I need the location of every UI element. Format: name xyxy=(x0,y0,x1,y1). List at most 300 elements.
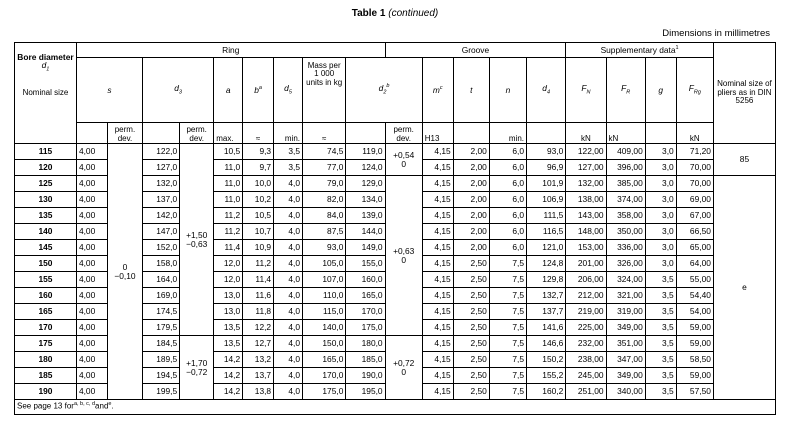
cell-mass: 175,0 xyxy=(303,384,346,400)
cell-g: 3,5 xyxy=(645,288,676,304)
cell-mass: 150,0 xyxy=(303,336,346,352)
n-symbol: n xyxy=(489,58,526,123)
cell-d4: 132,7 xyxy=(527,288,566,304)
cell-frg: 59,00 xyxy=(676,336,713,352)
a-max: max. xyxy=(214,123,243,144)
cell-d5: 3,5 xyxy=(274,160,303,176)
cell-fn: 132,00 xyxy=(566,176,606,192)
cell-s: 4,00 xyxy=(76,304,107,320)
d2-symbol: $d_2^b$ xyxy=(346,58,422,123)
cell-d5: 4,0 xyxy=(274,272,303,288)
cell-m: 4,15 xyxy=(422,384,453,400)
cell-b: 9,7 xyxy=(243,160,274,176)
cell-a: 11,2 xyxy=(214,208,243,224)
cell-d1: 155 xyxy=(15,272,77,288)
cell-s: 4,00 xyxy=(76,352,107,368)
cell-a: 11,2 xyxy=(214,224,243,240)
d3-deviation: +1,70 −0,72 xyxy=(180,336,214,400)
cell-n: 7,5 xyxy=(489,320,526,336)
cell-n: 7,5 xyxy=(489,384,526,400)
fn-symbol: $F_N$ xyxy=(566,58,606,123)
mass-header: Mass per 1 000 units in kg xyxy=(303,58,346,123)
cell-b: 13,8 xyxy=(243,384,274,400)
cell-d4: 141,6 xyxy=(527,320,566,336)
cell-mass: 140,0 xyxy=(303,320,346,336)
cell-d2: 160,0 xyxy=(346,272,385,288)
cell-b: 11,6 xyxy=(243,288,274,304)
cell-fn: 251,00 xyxy=(566,384,606,400)
cell-d5: 4,0 xyxy=(274,224,303,240)
cell-m: 4,15 xyxy=(422,352,453,368)
fn-unit: kN xyxy=(566,123,606,144)
cell-n: 7,5 xyxy=(489,272,526,288)
cell-mass: 79,0 xyxy=(303,176,346,192)
cell-t: 2,00 xyxy=(453,144,489,160)
footnote-row xyxy=(15,400,776,415)
cell-mass: 77,0 xyxy=(303,160,346,176)
cell-frg: 54,40 xyxy=(676,288,713,304)
cell-s: 4,00 xyxy=(76,384,107,400)
cell-b: 11,2 xyxy=(243,256,274,272)
fr-unit: kN xyxy=(606,123,645,144)
cell-b: 9,3 xyxy=(243,144,274,160)
units-row xyxy=(15,123,776,144)
cell-d1: 185 xyxy=(15,368,77,384)
cell-fn: 206,00 xyxy=(566,272,606,288)
cell-n: 7,5 xyxy=(489,256,526,272)
cell-frg: 58,50 xyxy=(676,352,713,368)
cell-d4: 116,5 xyxy=(527,224,566,240)
cell-a: 14,2 xyxy=(214,368,243,384)
cell-d4: 137,7 xyxy=(527,304,566,320)
cell-g: 3,5 xyxy=(645,304,676,320)
dimensions-table xyxy=(14,42,776,415)
cell-fn: 238,00 xyxy=(566,352,606,368)
cell-fr: 319,00 xyxy=(606,304,645,320)
cell-g: 3,5 xyxy=(645,352,676,368)
cell-mass: 87,5 xyxy=(303,224,346,240)
cell-g: 3,0 xyxy=(645,176,676,192)
cell-d3: 137,0 xyxy=(143,192,180,208)
cell-d5: 4,0 xyxy=(274,336,303,352)
g-symbol: g xyxy=(645,58,676,123)
cell-fn: 148,00 xyxy=(566,224,606,240)
cell-d4: 155,2 xyxy=(527,368,566,384)
cell-m: 4,15 xyxy=(422,240,453,256)
cell-fn: 212,00 xyxy=(566,288,606,304)
cell-m: 4,15 xyxy=(422,368,453,384)
cell-t: 2,50 xyxy=(453,320,489,336)
b-symbol: $b^a$ xyxy=(243,58,274,123)
d2-deviation: +0,54 0 xyxy=(385,144,422,176)
cell-frg: 57,50 xyxy=(676,384,713,400)
fr-symbol: $F_R$ xyxy=(606,58,645,123)
cell-d1: 145 xyxy=(15,240,77,256)
cell-d2: 144,0 xyxy=(346,224,385,240)
d3-deviation: +1,50 −0,63 xyxy=(180,144,214,336)
cell-d4: 121,0 xyxy=(527,240,566,256)
d3-perm-dev: perm. dev. xyxy=(180,123,214,144)
cell-n: 6,0 xyxy=(489,240,526,256)
groove-header: Groove xyxy=(385,43,566,58)
cell-fn: 138,00 xyxy=(566,192,606,208)
cell-s: 4,00 xyxy=(76,176,107,192)
cell-frg: 65,00 xyxy=(676,240,713,256)
cell-d2: 195,0 xyxy=(346,384,385,400)
cell-m: 4,15 xyxy=(422,192,453,208)
cell-b: 10,9 xyxy=(243,240,274,256)
cell-b: 13,7 xyxy=(243,368,274,384)
cell-g: 3,5 xyxy=(645,320,676,336)
cell-d2: 190,0 xyxy=(346,368,385,384)
cell-m: 4,15 xyxy=(422,320,453,336)
cell-d4: 146,6 xyxy=(527,336,566,352)
cell-frg: 69,00 xyxy=(676,192,713,208)
cell-d3: 132,0 xyxy=(143,176,180,192)
cell-frg: 59,00 xyxy=(676,320,713,336)
cell-fr: 324,00 xyxy=(606,272,645,288)
cell-t: 2,00 xyxy=(453,240,489,256)
cell-d3: 194,5 xyxy=(143,368,180,384)
units-note: Dimensions in millimetres xyxy=(662,28,770,39)
cell-a: 14,2 xyxy=(214,352,243,368)
cell-n: 7,5 xyxy=(489,288,526,304)
cell-mass: 115,0 xyxy=(303,304,346,320)
d5-min: min. xyxy=(274,123,303,144)
cell-mass: 105,0 xyxy=(303,256,346,272)
bore-diameter-header: Bore diameter $d_1$ Nominal size xyxy=(15,43,77,144)
cell-mass: 82,0 xyxy=(303,192,346,208)
table-title: Table 1 (continued) xyxy=(351,8,439,19)
d2-deviation: +0,72 0 xyxy=(385,336,422,400)
cell-g: 3,0 xyxy=(645,224,676,240)
cell-a: 11,0 xyxy=(214,160,243,176)
cell-frg: 59,00 xyxy=(676,368,713,384)
cell-a: 11,0 xyxy=(214,192,243,208)
cell-mass: 165,0 xyxy=(303,352,346,368)
d2-deviation: +0,63 0 xyxy=(385,176,422,336)
cell-mass: 107,0 xyxy=(303,272,346,288)
cell-s: 4,00 xyxy=(76,144,107,160)
cell-t: 2,50 xyxy=(453,368,489,384)
frg-symbol: $F_{Rg}$ xyxy=(676,58,713,123)
cell-d1: 130 xyxy=(15,192,77,208)
cell-mass: 110,0 xyxy=(303,288,346,304)
cell-d1: 175 xyxy=(15,336,77,352)
cell-d1: 170 xyxy=(15,320,77,336)
cell-a: 13,0 xyxy=(214,288,243,304)
cell-d2: 139,0 xyxy=(346,208,385,224)
cell-mass: 170,0 xyxy=(303,368,346,384)
cell-n: 7,5 xyxy=(489,336,526,352)
cell-frg: 70,00 xyxy=(676,160,713,176)
cell-d3: 147,0 xyxy=(143,224,180,240)
cell-b: 10,5 xyxy=(243,208,274,224)
cell-a: 12,0 xyxy=(214,272,243,288)
cell-d2: 134,0 xyxy=(346,192,385,208)
mass-approx: ≈ xyxy=(303,123,346,144)
cell-frg: 64,00 xyxy=(676,256,713,272)
cell-d2: 175,0 xyxy=(346,320,385,336)
cell-d5: 4,0 xyxy=(274,240,303,256)
cell-s: 4,00 xyxy=(76,288,107,304)
cell-s: 4,00 xyxy=(76,208,107,224)
footnote: See page 13 for$^{a, b, c, d}$and$^e$. xyxy=(15,400,776,415)
cell-fn: 122,00 xyxy=(566,144,606,160)
cell-fr: 409,00 xyxy=(606,144,645,160)
cell-d3: 127,0 xyxy=(143,160,180,176)
cell-s: 4,00 xyxy=(76,224,107,240)
cell-t: 2,50 xyxy=(453,352,489,368)
cell-fn: 219,00 xyxy=(566,304,606,320)
cell-m: 4,15 xyxy=(422,144,453,160)
cell-m: 4,15 xyxy=(422,272,453,288)
cell-d1: 160 xyxy=(15,288,77,304)
cell-d4: 150,2 xyxy=(527,352,566,368)
cell-d4: 111,5 xyxy=(527,208,566,224)
cell-d2: 185,0 xyxy=(346,352,385,368)
cell-m: 4,15 xyxy=(422,256,453,272)
cell-m: 4,15 xyxy=(422,288,453,304)
cell-d2: 170,0 xyxy=(346,304,385,320)
cell-fn: 232,00 xyxy=(566,336,606,352)
cell-t: 2,50 xyxy=(453,288,489,304)
cell-d3: 174,5 xyxy=(143,304,180,320)
m-symbol: $m^c$ xyxy=(422,58,453,123)
cell-n: 6,0 xyxy=(489,160,526,176)
cell-d5: 4,0 xyxy=(274,192,303,208)
a-symbol: a xyxy=(214,58,243,123)
cell-fr: 358,00 xyxy=(606,208,645,224)
cell-t: 2,00 xyxy=(453,192,489,208)
m-tolerance: H13 xyxy=(422,123,453,144)
cell-s: 4,00 xyxy=(76,320,107,336)
cell-d1: 115 xyxy=(15,144,77,160)
d5-symbol: $d_5$ xyxy=(274,58,303,123)
cell-a: 13,5 xyxy=(214,320,243,336)
pliers-size-cell: e xyxy=(713,176,775,400)
cell-d5: 4,0 xyxy=(274,288,303,304)
cell-fr: 340,00 xyxy=(606,384,645,400)
cell-b: 12,2 xyxy=(243,320,274,336)
pliers-size-header: Nominal size of pliers as in DIN 5256 xyxy=(713,43,775,144)
d3-symbol: $d_3$ xyxy=(143,58,214,123)
cell-b: 10,0 xyxy=(243,176,274,192)
cell-d4: 96,9 xyxy=(527,160,566,176)
cell-fr: 336,00 xyxy=(606,240,645,256)
cell-n: 6,0 xyxy=(489,192,526,208)
cell-d1: 135 xyxy=(15,208,77,224)
cell-d3: 169,0 xyxy=(143,288,180,304)
cell-t: 2,50 xyxy=(453,272,489,288)
cell-frg: 66,50 xyxy=(676,224,713,240)
header-group-row xyxy=(15,43,776,58)
cell-d5: 4,0 xyxy=(274,384,303,400)
cell-d1: 120 xyxy=(15,160,77,176)
cell-fr: 321,00 xyxy=(606,288,645,304)
cell-d2: 155,0 xyxy=(346,256,385,272)
cell-d1: 165 xyxy=(15,304,77,320)
n-min: min. xyxy=(489,123,526,144)
cell-d3: 199,5 xyxy=(143,384,180,400)
cell-frg: 54,00 xyxy=(676,304,713,320)
cell-s: 4,00 xyxy=(76,192,107,208)
cell-g: 3,0 xyxy=(645,160,676,176)
cell-a: 12,0 xyxy=(214,256,243,272)
cell-a: 11,4 xyxy=(214,240,243,256)
cell-fr: 326,00 xyxy=(606,256,645,272)
cell-t: 2,00 xyxy=(453,208,489,224)
cell-n: 7,5 xyxy=(489,352,526,368)
cell-t: 2,00 xyxy=(453,224,489,240)
cell-d5: 4,0 xyxy=(274,256,303,272)
cell-d3: 189,5 xyxy=(143,352,180,368)
cell-m: 4,15 xyxy=(422,304,453,320)
cell-a: 11,0 xyxy=(214,176,243,192)
cell-fr: 349,00 xyxy=(606,368,645,384)
cell-d4: 101,9 xyxy=(527,176,566,192)
cell-d5: 4,0 xyxy=(274,320,303,336)
cell-d2: 119,0 xyxy=(346,144,385,160)
cell-s: 4,00 xyxy=(76,336,107,352)
cell-frg: 67,00 xyxy=(676,208,713,224)
cell-d4: 93,0 xyxy=(527,144,566,160)
cell-d3: 122,0 xyxy=(143,144,180,160)
cell-d1: 125 xyxy=(15,176,77,192)
b-approx: ≈ xyxy=(243,123,274,144)
cell-g: 3,5 xyxy=(645,336,676,352)
cell-frg: 55,00 xyxy=(676,272,713,288)
cell-fr: 385,00 xyxy=(606,176,645,192)
cell-d3: 158,0 xyxy=(143,256,180,272)
cell-n: 6,0 xyxy=(489,208,526,224)
cell-d4: 124,8 xyxy=(527,256,566,272)
cell-t: 2,50 xyxy=(453,256,489,272)
cell-d2: 165,0 xyxy=(346,288,385,304)
cell-frg: 70,00 xyxy=(676,176,713,192)
cell-fn: 201,00 xyxy=(566,256,606,272)
s-symbol: s xyxy=(76,58,142,123)
cell-g: 3,5 xyxy=(645,368,676,384)
cell-d5: 4,0 xyxy=(274,304,303,320)
cell-m: 4,15 xyxy=(422,208,453,224)
cell-n: 7,5 xyxy=(489,368,526,384)
cell-t: 2,50 xyxy=(453,304,489,320)
cell-g: 3,5 xyxy=(645,272,676,288)
cell-g: 3,0 xyxy=(645,256,676,272)
cell-b: 13,2 xyxy=(243,352,274,368)
cell-d3: 179,5 xyxy=(143,320,180,336)
cell-d4: 106,9 xyxy=(527,192,566,208)
d2-perm-dev: perm. dev. xyxy=(385,123,422,144)
cell-d5: 4,0 xyxy=(274,208,303,224)
cell-d5: 4,0 xyxy=(274,352,303,368)
cell-fr: 351,00 xyxy=(606,336,645,352)
cell-m: 4,15 xyxy=(422,336,453,352)
d4-symbol: $d_4$ xyxy=(527,58,566,123)
cell-d2: 149,0 xyxy=(346,240,385,256)
cell-n: 7,5 xyxy=(489,304,526,320)
cell-mass: 84,0 xyxy=(303,208,346,224)
cell-n: 6,0 xyxy=(489,144,526,160)
cell-d3: 152,0 xyxy=(143,240,180,256)
cell-g: 3,0 xyxy=(645,240,676,256)
cell-frg: 71,20 xyxy=(676,144,713,160)
symbol-row xyxy=(15,58,776,123)
cell-g: 3,0 xyxy=(645,144,676,160)
cell-s: 4,00 xyxy=(76,256,107,272)
cell-fr: 347,00 xyxy=(606,352,645,368)
cell-d5: 3,5 xyxy=(274,144,303,160)
cell-d2: 180,0 xyxy=(346,336,385,352)
pliers-size-cell: 85 xyxy=(713,144,775,176)
cell-fr: 374,00 xyxy=(606,192,645,208)
cell-s: 4,00 xyxy=(76,160,107,176)
s-deviation: 0 −0,10 xyxy=(107,144,142,400)
cell-mass: 93,0 xyxy=(303,240,346,256)
cell-a: 13,5 xyxy=(214,336,243,352)
cell-m: 4,15 xyxy=(422,224,453,240)
cell-d1: 150 xyxy=(15,256,77,272)
ring-header: Ring xyxy=(76,43,385,58)
cell-n: 6,0 xyxy=(489,224,526,240)
cell-b: 12,7 xyxy=(243,336,274,352)
cell-d3: 142,0 xyxy=(143,208,180,224)
supplementary-header: Supplementary data$^1$ xyxy=(566,43,714,58)
cell-fn: 225,00 xyxy=(566,320,606,336)
cell-d3: 164,0 xyxy=(143,272,180,288)
cell-m: 4,15 xyxy=(422,160,453,176)
cell-d1: 180 xyxy=(15,352,77,368)
cell-g: 3,5 xyxy=(645,384,676,400)
cell-g: 3,0 xyxy=(645,192,676,208)
cell-a: 14,2 xyxy=(214,384,243,400)
cell-d4: 160,2 xyxy=(527,384,566,400)
cell-t: 2,00 xyxy=(453,176,489,192)
cell-s: 4,00 xyxy=(76,272,107,288)
cell-b: 11,4 xyxy=(243,272,274,288)
cell-a: 10,5 xyxy=(214,144,243,160)
cell-d3: 184,5 xyxy=(143,336,180,352)
cell-d2: 124,0 xyxy=(346,160,385,176)
cell-a: 13,0 xyxy=(214,304,243,320)
cell-d2: 129,0 xyxy=(346,176,385,192)
cell-fn: 143,00 xyxy=(566,208,606,224)
cell-fr: 350,00 xyxy=(606,224,645,240)
cell-d4: 129,8 xyxy=(527,272,566,288)
cell-fn: 127,00 xyxy=(566,160,606,176)
cell-fr: 349,00 xyxy=(606,320,645,336)
cell-m: 4,15 xyxy=(422,176,453,192)
cell-t: 2,50 xyxy=(453,384,489,400)
cell-d5: 4,0 xyxy=(274,368,303,384)
cell-s: 4,00 xyxy=(76,240,107,256)
cell-fn: 153,00 xyxy=(566,240,606,256)
cell-t: 2,50 xyxy=(453,336,489,352)
cell-d5: 4,0 xyxy=(274,176,303,192)
t-symbol: t xyxy=(453,58,489,123)
cell-fn: 245,00 xyxy=(566,368,606,384)
cell-s: 4,00 xyxy=(76,368,107,384)
frg-unit: kN xyxy=(676,123,713,144)
cell-mass: 74,5 xyxy=(303,144,346,160)
cell-b: 10,2 xyxy=(243,192,274,208)
cell-b: 11,8 xyxy=(243,304,274,320)
cell-d1: 190 xyxy=(15,384,77,400)
cell-b: 10,7 xyxy=(243,224,274,240)
cell-t: 2,00 xyxy=(453,160,489,176)
cell-g: 3,0 xyxy=(645,208,676,224)
